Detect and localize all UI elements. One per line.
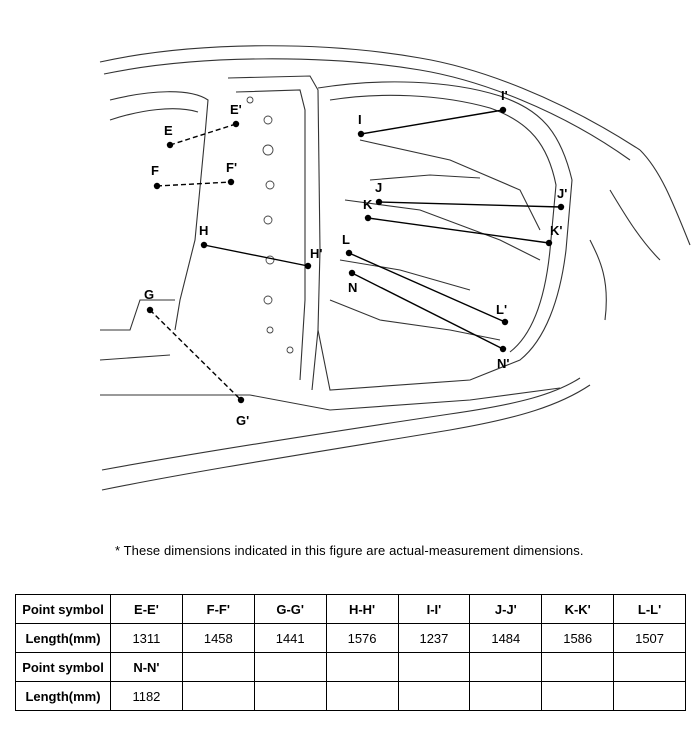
point-label-g2: G' xyxy=(236,413,250,428)
point-marker-l xyxy=(346,250,352,256)
point-label-e2: E' xyxy=(230,102,242,117)
point-label-l2: L' xyxy=(496,302,508,317)
table-cell xyxy=(470,682,542,711)
table-cell: 1576 xyxy=(326,624,398,653)
point-marker-g xyxy=(147,307,153,313)
measurement-line-i xyxy=(361,110,503,134)
row-header: Point symbol xyxy=(16,653,111,682)
point-label-i2: I' xyxy=(501,88,508,103)
table-cell: K-K' xyxy=(542,595,614,624)
point-marker-l2 xyxy=(502,319,508,325)
table-row xyxy=(16,624,686,653)
table-cell xyxy=(614,682,686,711)
point-label-n: N xyxy=(348,280,358,295)
point-marker-e xyxy=(167,142,173,148)
table-cell: N-N' xyxy=(111,653,183,682)
table-cell xyxy=(470,653,542,682)
row-header: Point symbol xyxy=(16,595,111,624)
measurement-line-h xyxy=(204,245,308,266)
table-row xyxy=(16,595,686,624)
measurement-line-l xyxy=(349,253,508,322)
table-cell xyxy=(182,682,254,711)
table-cell: 1182 xyxy=(111,682,183,711)
table-cell: J-J' xyxy=(470,595,542,624)
point-label-j: J xyxy=(375,180,383,195)
point-marker-h xyxy=(201,242,207,248)
table-cell: 1237 xyxy=(398,624,470,653)
table-cell xyxy=(542,653,614,682)
table-cell xyxy=(254,682,326,711)
table-cell xyxy=(326,682,398,711)
point-marker-f xyxy=(154,183,160,189)
table-cell: E-E' xyxy=(111,595,183,624)
table-row xyxy=(16,682,686,711)
table-cell xyxy=(542,682,614,711)
point-label-h: H xyxy=(199,223,209,238)
dimension-table xyxy=(15,594,686,711)
point-label-i: I xyxy=(358,112,362,127)
point-label-g: G xyxy=(144,287,155,302)
point-marker-e2 xyxy=(233,121,239,127)
point-label-f2: F' xyxy=(226,160,238,175)
point-marker-h2 xyxy=(305,263,311,269)
table-cell xyxy=(326,653,398,682)
table-cell: 1311 xyxy=(111,624,183,653)
table-cell: G-G' xyxy=(254,595,326,624)
table-cell: 1458 xyxy=(182,624,254,653)
row-header: Length(mm) xyxy=(16,624,111,653)
table-cell xyxy=(398,682,470,711)
point-marker-j xyxy=(376,199,382,205)
point-marker-i xyxy=(358,131,364,137)
point-marker-i2 xyxy=(500,107,506,113)
table-cell: 1507 xyxy=(614,624,686,653)
point-marker-k2 xyxy=(546,240,552,246)
point-marker-j2 xyxy=(558,204,564,210)
point-label-h2: H' xyxy=(310,246,323,261)
table-cell xyxy=(182,653,254,682)
point-marker-k xyxy=(365,215,371,221)
table-cell xyxy=(254,653,326,682)
car-body-outline xyxy=(100,46,690,490)
point-label-f: F xyxy=(151,163,159,178)
point-label-l: L xyxy=(342,232,350,247)
table-cell: H-H' xyxy=(326,595,398,624)
point-label-k2: K' xyxy=(550,223,563,238)
table-cell xyxy=(398,653,470,682)
point-marker-n2 xyxy=(500,346,506,352)
measurement-line-e xyxy=(170,124,236,145)
measurement-note: * These dimensions indicated in this figure are actual-measurement dimensions. xyxy=(115,543,584,558)
table-row xyxy=(16,653,686,682)
point-marker-g2 xyxy=(238,397,244,403)
table-cell xyxy=(614,653,686,682)
measurement-line-f xyxy=(157,182,231,186)
table-cell: I-I' xyxy=(398,595,470,624)
table-cell: 1484 xyxy=(470,624,542,653)
point-label-j2: J' xyxy=(557,186,568,201)
point-marker-f2 xyxy=(228,179,234,185)
point-label-e: E xyxy=(164,123,173,138)
table-cell: F-F' xyxy=(182,595,254,624)
point-marker-n xyxy=(349,270,355,276)
pillar-holes xyxy=(247,97,293,353)
measurement-line-j xyxy=(379,202,561,207)
row-header: Length(mm) xyxy=(16,682,111,711)
measurement-points xyxy=(144,88,567,428)
table-cell: L-L' xyxy=(614,595,686,624)
point-label-k: K xyxy=(363,197,373,212)
measurement-line-k xyxy=(368,218,549,243)
point-label-n2: N' xyxy=(497,356,510,371)
table-cell: 1586 xyxy=(542,624,614,653)
table-cell: 1441 xyxy=(254,624,326,653)
